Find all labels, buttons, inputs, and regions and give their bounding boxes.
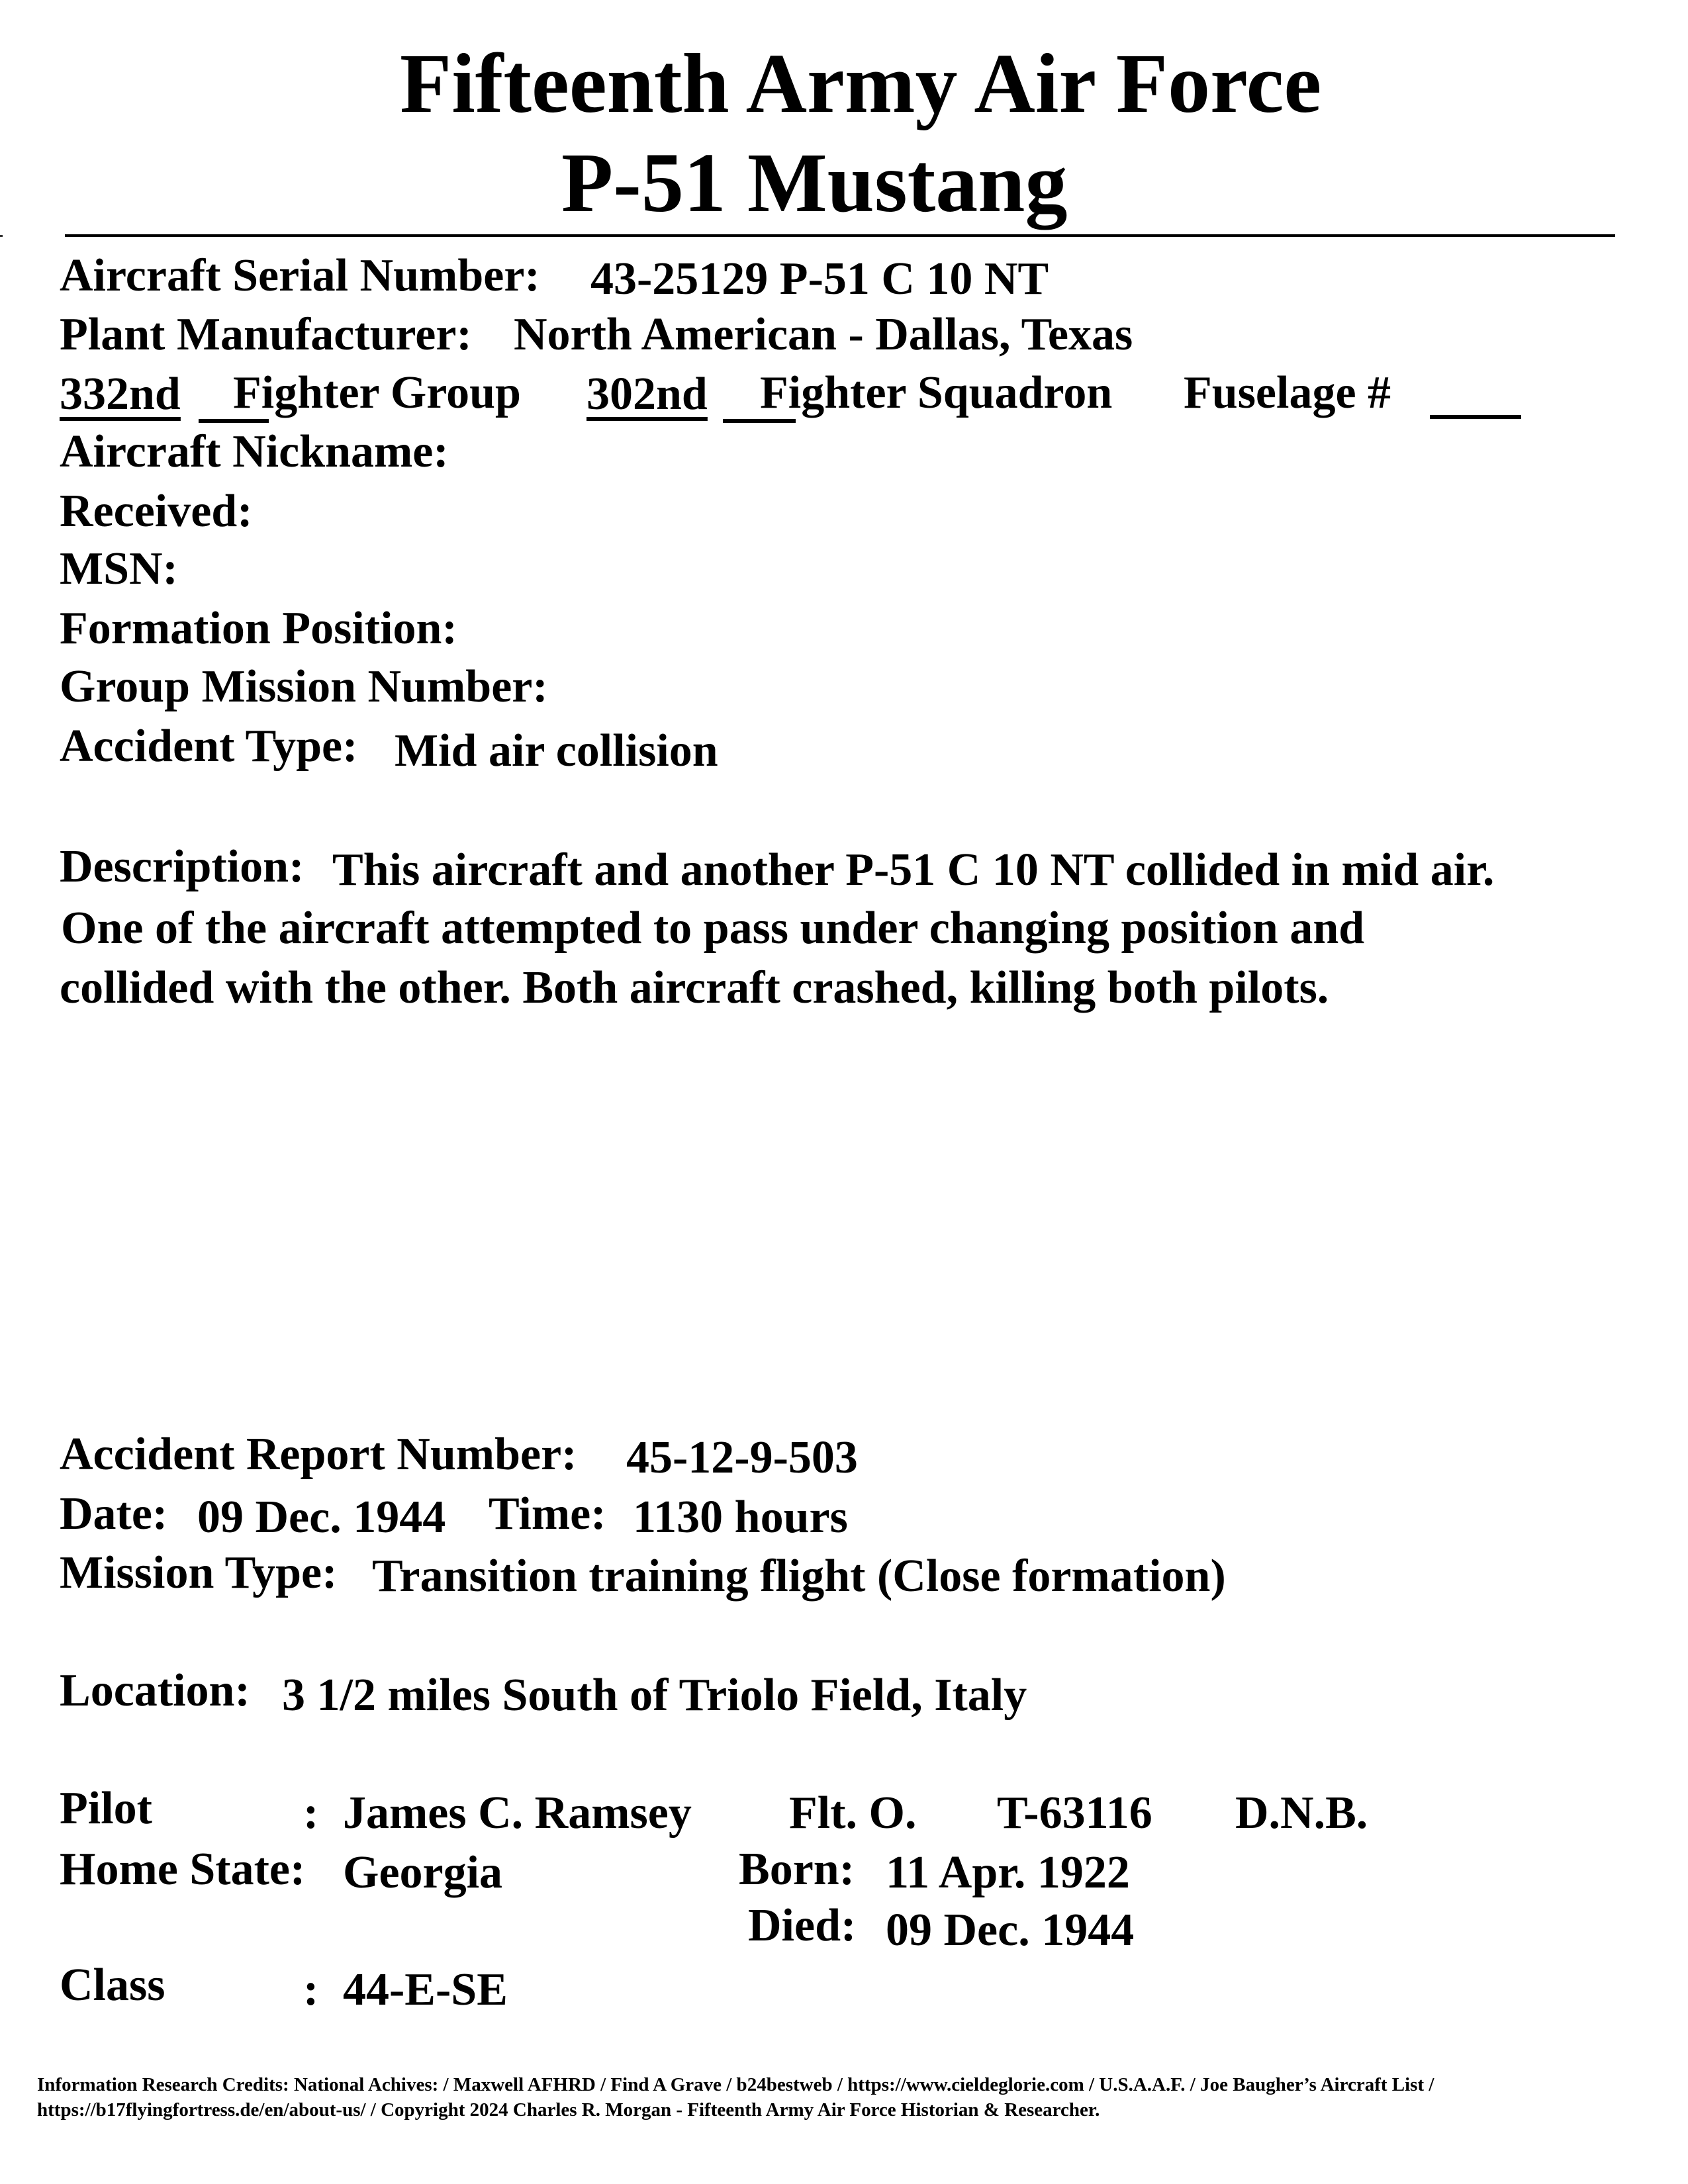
squadron-underline — [723, 419, 796, 423]
pilot-rank: Flt. O. — [789, 1788, 917, 1839]
pilot-label: Pilot — [60, 1783, 152, 1834]
time-label: Time: — [489, 1488, 606, 1539]
serial-value: 43-25129 P-51 C 10 NT — [590, 253, 1049, 304]
description-line-3: collided with the other. Both aircraft crashed, killing both pilots. — [60, 962, 1329, 1013]
accident-type-label: Accident Type: — [60, 721, 358, 772]
born-label: Born: — [739, 1844, 855, 1895]
nickname-label: Aircraft Nickname: — [60, 426, 449, 477]
home-state-value: Georgia — [343, 1847, 503, 1898]
squadron-number — [586, 371, 708, 418]
description-label: Description: — [60, 841, 305, 892]
born-value: 11 Apr. 1922 — [886, 1847, 1130, 1898]
pilot-colon: : — [303, 1788, 319, 1839]
pilot-name: James C. Ramsey — [343, 1788, 692, 1839]
mission-type-label: Mission Type: — [60, 1547, 338, 1598]
died-value: 09 Dec. 1944 — [886, 1905, 1135, 1956]
squadron-number-value: 302nd — [586, 369, 708, 420]
title-line-1: Fifteenth Army Air Force — [400, 36, 1322, 130]
group-label: Fighter Group — [233, 367, 521, 418]
class-value: 44-E-SE — [343, 1964, 508, 2015]
pilot-status: D.N.B. — [1235, 1788, 1368, 1839]
squadron-label: Fighter Squadron — [760, 367, 1113, 418]
msn-label: MSN: — [60, 543, 178, 594]
fuselage-label: Fuselage # — [1184, 367, 1391, 418]
serial-label: Aircraft Serial Number: — [60, 250, 540, 301]
group-number-value: 332nd — [60, 369, 181, 420]
margin-mark — [0, 235, 3, 237]
formation-label: Formation Position: — [60, 603, 457, 654]
date-value: 09 Dec. 1944 — [197, 1492, 446, 1543]
time-value: 1130 hours — [633, 1492, 848, 1543]
pilot-serial: T-63116 — [997, 1788, 1152, 1839]
mission-type-value: Transition training flight (Close formation) — [372, 1551, 1226, 1602]
accident-type-value: Mid air collision — [395, 725, 718, 776]
report-number-value: 45-12-9-503 — [626, 1432, 858, 1483]
header-divider — [65, 234, 1615, 237]
group-underline — [199, 419, 269, 423]
received-label: Received: — [60, 486, 253, 537]
title-line-2: P-51 Mustang — [561, 136, 1068, 230]
location-label: Location: — [60, 1665, 250, 1716]
group-mission-label: Group Mission Number: — [60, 661, 548, 712]
description-line-2: One of the aircraft attempted to pass under changing position and — [61, 903, 1365, 954]
manufacturer-value: North American - Dallas, Texas — [514, 309, 1133, 360]
group-number — [60, 371, 181, 418]
credits-line-2: https://b17flyingfortress.de/en/about-us/ / Copyright 2024 Charles R. Morgan - Fifteenth Army Air Force Historian & Researcher. — [37, 2099, 1100, 2120]
date-label: Date: — [60, 1488, 168, 1539]
class-colon: : — [303, 1964, 319, 2015]
description-line-1: This aircraft and another P-51 C 10 NT collided in mid air. — [332, 844, 1495, 895]
class-label: Class — [60, 1960, 165, 2011]
credits-line-1: Information Research Credits: National Achives: / Maxwell AFHRD / Find A Grave / b24bestweb / https://www.cieldeglorie.com / U.S.A.A.F. / Joe Baugher’s Aircraft List / — [37, 2074, 1434, 2095]
fuselage-blank — [1430, 415, 1521, 419]
home-state-label: Home State: — [60, 1844, 306, 1895]
died-label: Died: — [748, 1900, 857, 1951]
manufacturer-label: Plant Manufacturer: — [60, 309, 472, 360]
location-value: 3 1/2 miles South of Triolo Field, Italy — [282, 1670, 1027, 1721]
report-number-label: Accident Report Number: — [60, 1429, 577, 1480]
